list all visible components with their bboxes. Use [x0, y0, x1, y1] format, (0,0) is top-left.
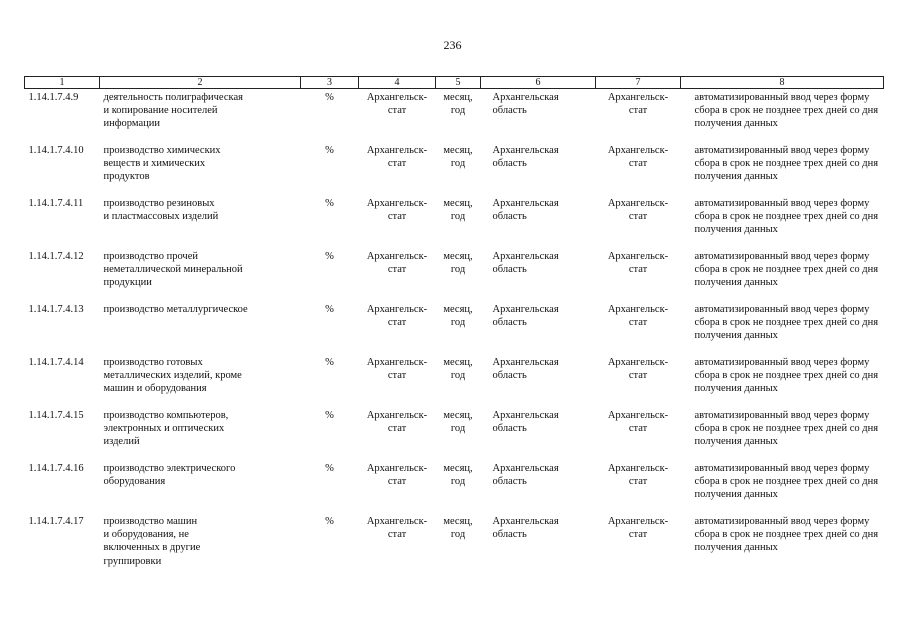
- indicator-name: производство резиновых и пластмассовых изделий: [103, 198, 219, 223]
- table-row: [25, 354, 884, 407]
- indicator-unit: %: [325, 198, 334, 209]
- input-method: автоматизированный ввод через форму сбора в срок не позднее трех дней со дня получения данных: [694, 145, 879, 183]
- indicator-code: 1.14.1.7.4.14: [28, 357, 84, 368]
- indicator-unit: %: [325, 145, 334, 156]
- periodicity: месяц, год: [443, 145, 473, 170]
- column-header-6: 6: [481, 77, 596, 89]
- input-method: автоматизированный ввод через форму сбора в срок не позднее трех дней со дня получения данных: [694, 516, 879, 554]
- indicator-unit: %: [325, 410, 334, 421]
- responsible-body: Архангельск- стат: [607, 463, 669, 488]
- table-row: [25, 195, 884, 248]
- data-source: Архангельск- стат: [366, 145, 428, 170]
- indicator-name: производство химических веществ и химических продуктов: [103, 145, 221, 183]
- column-header-7: 7: [596, 77, 681, 89]
- responsible-body: Архангельск- стат: [607, 145, 669, 170]
- column-header-1: 1: [25, 77, 100, 89]
- data-source: Архангельск- стат: [366, 198, 428, 223]
- table-row: [25, 248, 884, 301]
- data-source: Архангельск- стат: [366, 463, 428, 488]
- territory: Архангельская область: [492, 357, 559, 382]
- responsible-body: Архангельск- стат: [607, 92, 669, 117]
- data-source: Архангельск- стат: [366, 92, 428, 117]
- periodicity: месяц, год: [443, 410, 473, 435]
- responsible-body: Архангельск- стат: [607, 357, 669, 382]
- periodicity: месяц, год: [443, 92, 473, 117]
- indicator-name: производство прочей неметаллической минеральной продукции: [103, 251, 243, 289]
- territory: Архангельская область: [492, 463, 559, 488]
- column-header-3: 3: [301, 77, 359, 89]
- periodicity: месяц, год: [443, 198, 473, 223]
- indicator-name: производство компьютеров, электронных и оптических изделий: [103, 410, 229, 448]
- indicator-unit: %: [325, 357, 334, 368]
- data-source: Архангельск- стат: [366, 304, 428, 329]
- indicators-table: [24, 76, 884, 577]
- input-method: автоматизированный ввод через форму сбора в срок не позднее трех дней со дня получения данных: [694, 463, 879, 501]
- periodicity: месяц, год: [443, 304, 473, 329]
- column-header-4: 4: [359, 77, 436, 89]
- responsible-body: Архангельск- стат: [607, 304, 669, 329]
- table-row: [25, 89, 884, 143]
- data-source: Архангельск- стат: [366, 357, 428, 382]
- table-row: [25, 407, 884, 460]
- column-header-5: 5: [436, 77, 481, 89]
- indicator-code: 1.14.1.7.4.9: [28, 92, 79, 103]
- input-method: автоматизированный ввод через форму сбора в срок не позднее трех дней со дня получения данных: [694, 251, 879, 289]
- input-method: автоматизированный ввод через форму сбора в срок не позднее трех дней со дня получения данных: [694, 357, 879, 395]
- indicator-code: 1.14.1.7.4.15: [28, 410, 84, 421]
- indicator-unit: %: [325, 516, 334, 527]
- indicator-code: 1.14.1.7.4.11: [28, 198, 84, 209]
- indicator-code: 1.14.1.7.4.10: [28, 145, 84, 156]
- table-row: [25, 513, 884, 577]
- table-row: [25, 460, 884, 513]
- indicator-code: 1.14.1.7.4.16: [28, 463, 84, 474]
- table-row: [25, 301, 884, 354]
- periodicity: месяц, год: [443, 251, 473, 276]
- input-method: автоматизированный ввод через форму сбора в срок не позднее трех дней со дня получения данных: [694, 92, 879, 130]
- data-source: Архангельск- стат: [366, 410, 428, 435]
- territory: Архангельская область: [492, 251, 559, 276]
- territory: Архангельская область: [492, 198, 559, 223]
- responsible-body: Архангельск- стат: [607, 410, 669, 435]
- indicator-code: 1.14.1.7.4.12: [28, 251, 84, 262]
- periodicity: месяц, год: [443, 357, 473, 382]
- table-row: [25, 142, 884, 195]
- page-number: 236: [443, 38, 462, 52]
- periodicity: месяц, год: [443, 463, 473, 488]
- column-header-2: 2: [100, 77, 301, 89]
- indicator-code: 1.14.1.7.4.13: [28, 304, 84, 315]
- responsible-body: Архангельск- стат: [607, 516, 669, 541]
- territory: Архангельская область: [492, 145, 559, 170]
- indicator-name: производство готовых металлических изделий, кроме машин и оборудования: [103, 357, 242, 395]
- indicator-unit: %: [325, 463, 334, 474]
- input-method: автоматизированный ввод через форму сбора в срок не позднее трех дней со дня получения данных: [694, 198, 879, 236]
- territory: Архангельская область: [492, 410, 559, 435]
- indicator-name: производство металлургическое: [103, 304, 248, 315]
- indicator-code: 1.14.1.7.4.17: [28, 516, 84, 527]
- indicator-unit: %: [325, 251, 334, 262]
- periodicity: месяц, год: [443, 516, 473, 541]
- data-source: Архангельск- стат: [366, 516, 428, 541]
- input-method: автоматизированный ввод через форму сбора в срок не позднее трех дней со дня получения данных: [694, 410, 879, 448]
- indicator-unit: %: [325, 304, 334, 315]
- responsible-body: Архангельск- стат: [607, 251, 669, 276]
- indicator-name: производство машин и оборудования, не включенных в другие группировки: [103, 516, 201, 567]
- indicator-unit: %: [325, 92, 334, 103]
- indicator-name: деятельность полиграфическая и копирование носителей информации: [103, 92, 243, 130]
- column-header-8: 8: [681, 77, 884, 89]
- column-number-header-row: [25, 77, 884, 89]
- responsible-body: Архангельск- стат: [607, 198, 669, 223]
- territory: Архангельская область: [492, 304, 559, 329]
- territory: Архангельская область: [492, 92, 559, 117]
- input-method: автоматизированный ввод через форму сбора в срок не позднее трех дней со дня получения данных: [694, 304, 879, 342]
- territory: Архангельская область: [492, 516, 559, 541]
- indicator-name: производство электрического оборудования: [103, 463, 236, 488]
- data-source: Архангельск- стат: [366, 251, 428, 276]
